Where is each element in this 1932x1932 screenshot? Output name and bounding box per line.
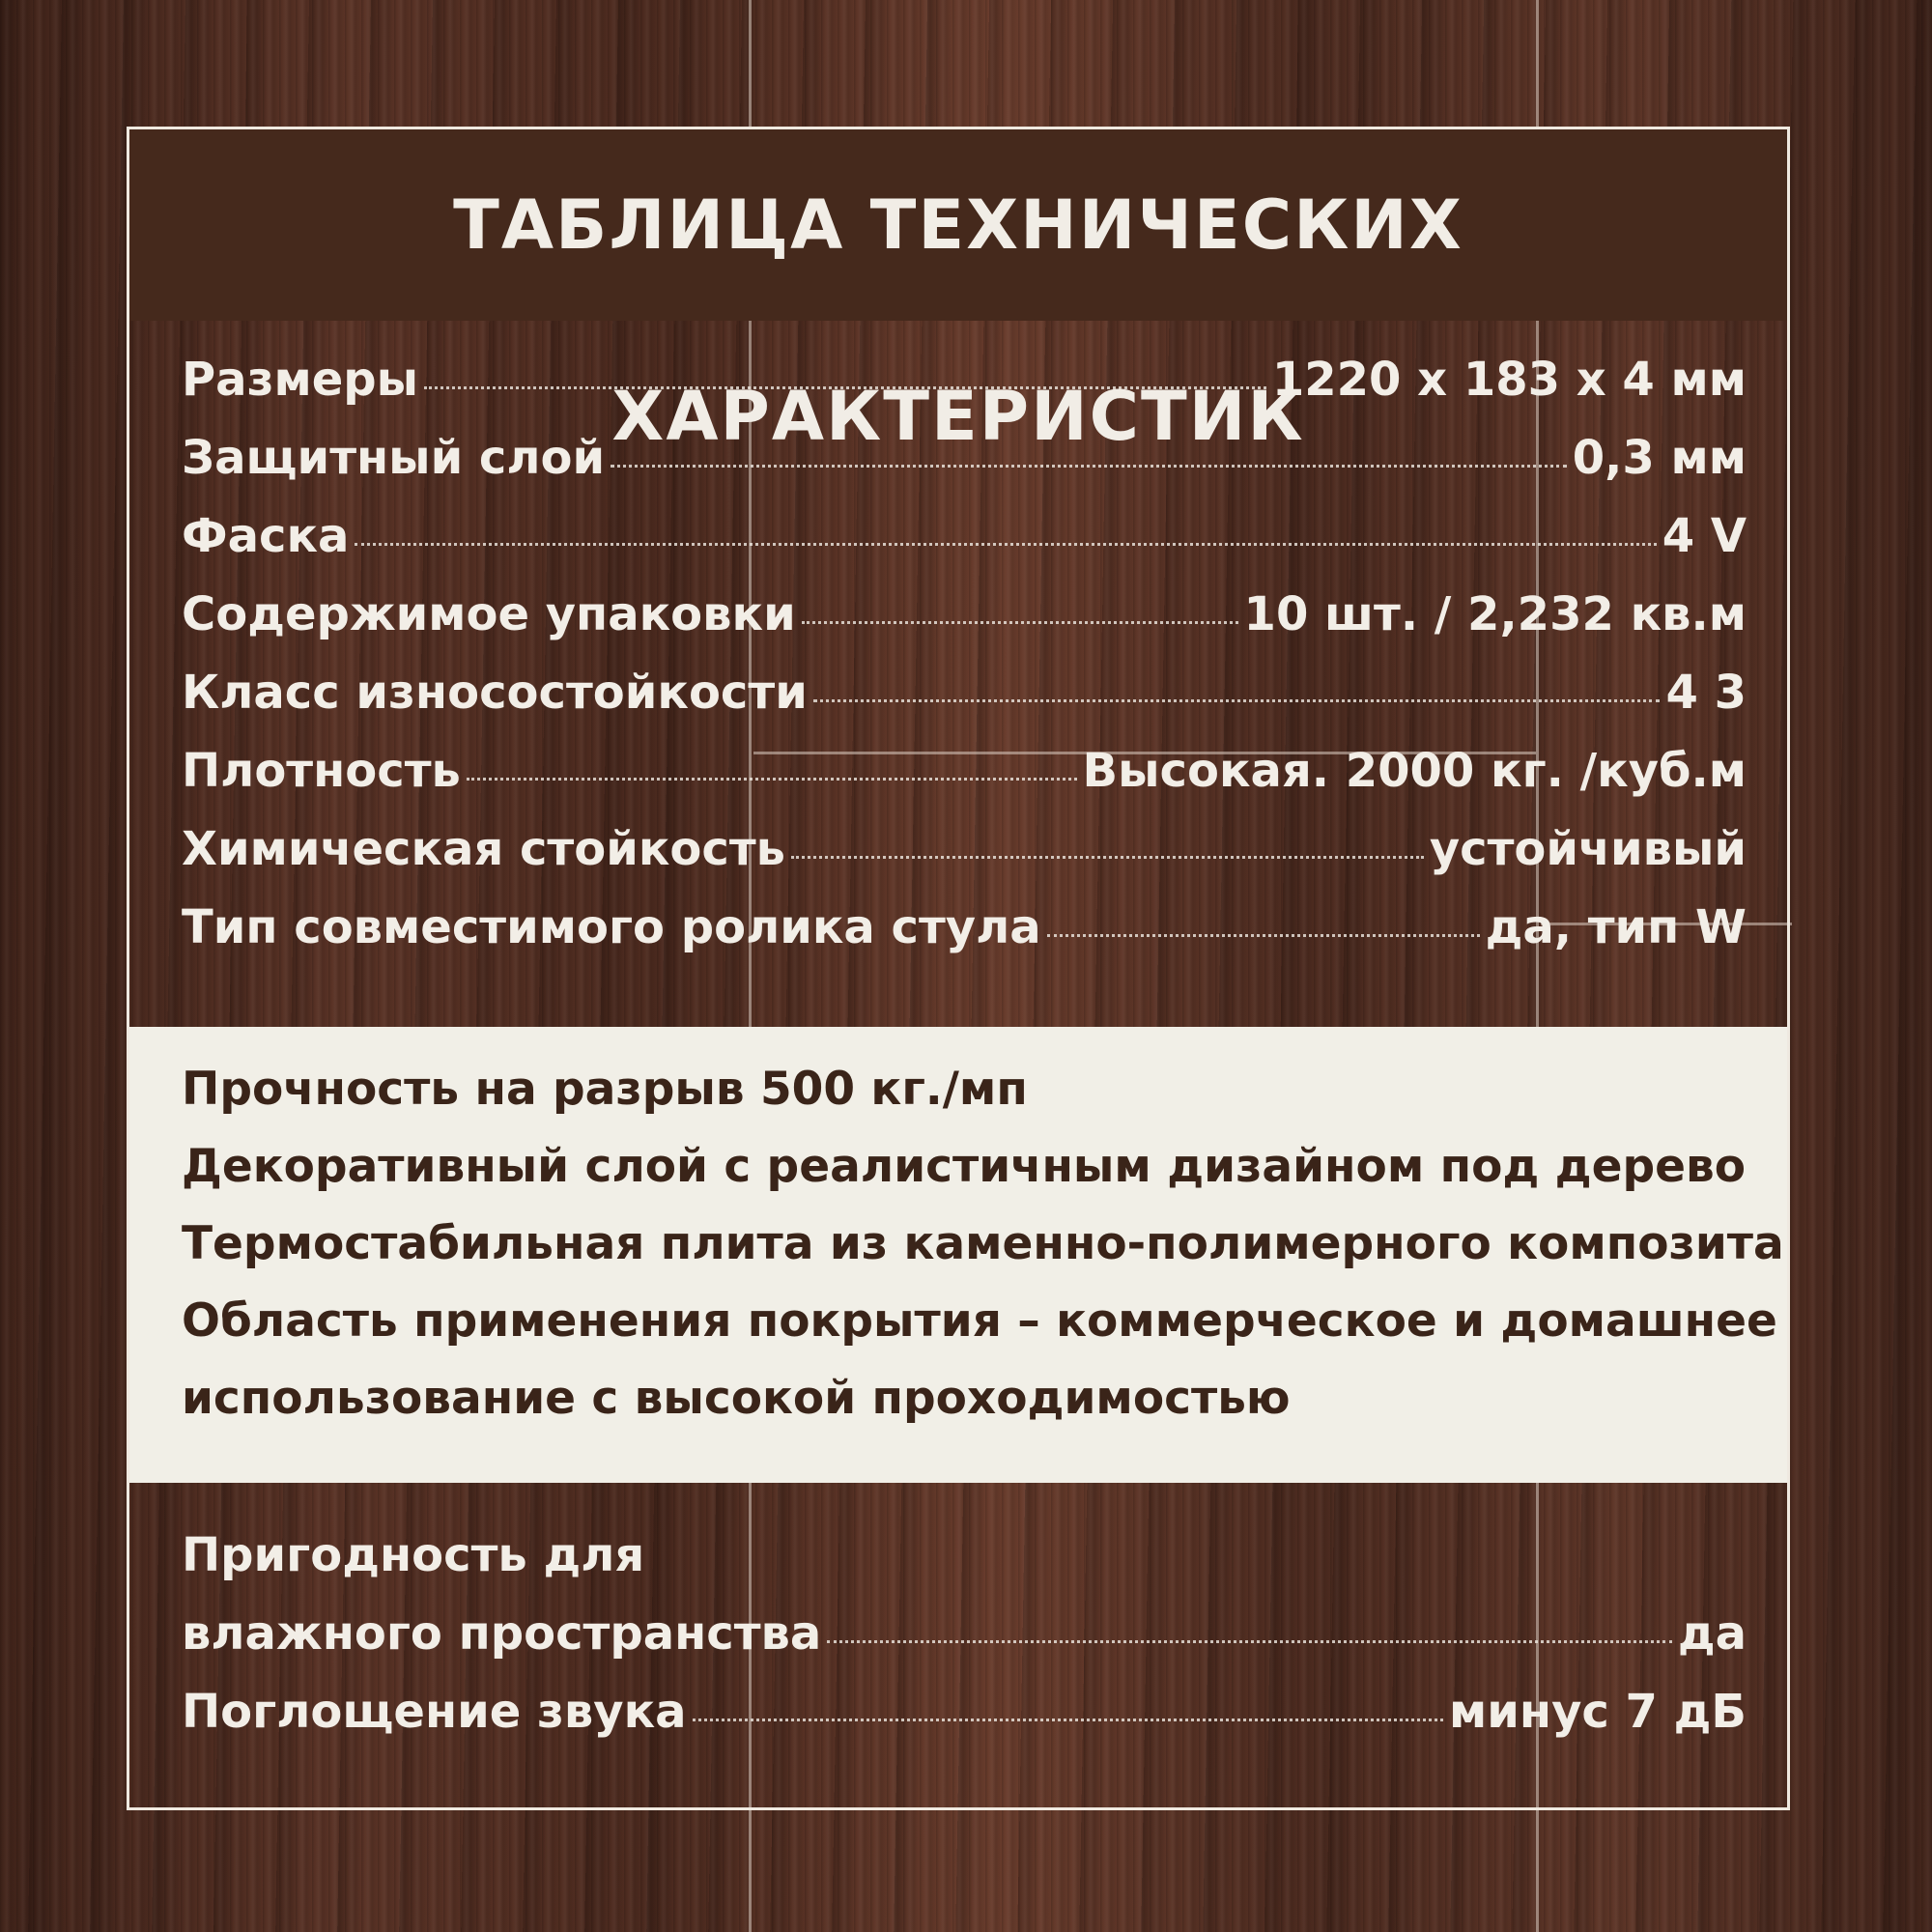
feature-line: Декоративный слой с реалистичным дизайном под дерево (182, 1140, 1747, 1193)
spec-label: Плотность (182, 744, 461, 798)
spec-row-moisture (182, 1606, 1747, 1672)
spec-row-bevel (182, 509, 1747, 575)
leader-dots (813, 699, 1661, 702)
feature-line: Область применения покрытия – коммерческое и домашнее (182, 1294, 1777, 1348)
feature-line: Термостабильная плита из каменно-полимерного композита (182, 1217, 1784, 1270)
feature-line: использование с высокой проходимостью (182, 1372, 1291, 1425)
leader-dots (827, 1640, 1672, 1643)
spec-label: Поглощение звука (182, 1685, 687, 1739)
leader-dots (802, 621, 1238, 624)
leader-dots (611, 465, 1567, 468)
spec-value: 4 3 (1665, 666, 1747, 720)
spec-value: минус 7 дБ (1449, 1685, 1747, 1739)
leader-dots (693, 1719, 1443, 1721)
spec-row-density (182, 744, 1747, 810)
moisture-label-line1: Пригодность для (182, 1528, 645, 1582)
spec-label: Защитный слой (182, 431, 606, 485)
spec-label: влажного пространства (182, 1606, 822, 1661)
leader-dots (355, 543, 1656, 546)
spec-value: да, тип W (1485, 900, 1747, 954)
spec-value: устойчивый (1429, 822, 1747, 876)
spec-label: Химическая стойкость (182, 822, 786, 876)
spec-value: 1220 х 183 х 4 мм (1271, 353, 1747, 407)
spec-row-chemical-resistance (182, 822, 1747, 888)
leader-dots (424, 386, 1266, 389)
spec-value: 4 V (1662, 509, 1747, 563)
feature-line: Прочность на разрыв 500 кг./мп (182, 1063, 1028, 1116)
leader-dots (467, 778, 1077, 781)
leader-dots (1047, 934, 1480, 937)
spec-row-wear-class (182, 666, 1747, 731)
leader-dots (791, 856, 1424, 859)
spec-value: 0,3 мм (1572, 431, 1747, 485)
spec-value: Высокая. 2000 кг. /куб.м (1082, 744, 1747, 798)
spec-label: Размеры (182, 353, 419, 407)
spec-label: Класс износостойкости (182, 666, 808, 720)
spec-row-package-contents (182, 587, 1747, 653)
spec-row-protective-layer (182, 431, 1747, 497)
spec-row-dimensions (182, 353, 1747, 418)
page-title: ТАБЛИЦА ТЕХНИЧЕСКИХ ХАРАКТЕРИСТИК (453, 185, 1463, 456)
spec-row-sound-absorption (182, 1685, 1747, 1750)
spec-row-chair-caster (182, 900, 1747, 966)
spec-label: Тип совместимого ролика стула (182, 900, 1041, 954)
spec-value: 10 шт. / 2,232 кв.м (1243, 587, 1747, 641)
spec-label: Фаска (182, 509, 350, 563)
spec-value: да (1677, 1606, 1747, 1661)
spec-label: Содержимое упаковки (182, 587, 796, 641)
